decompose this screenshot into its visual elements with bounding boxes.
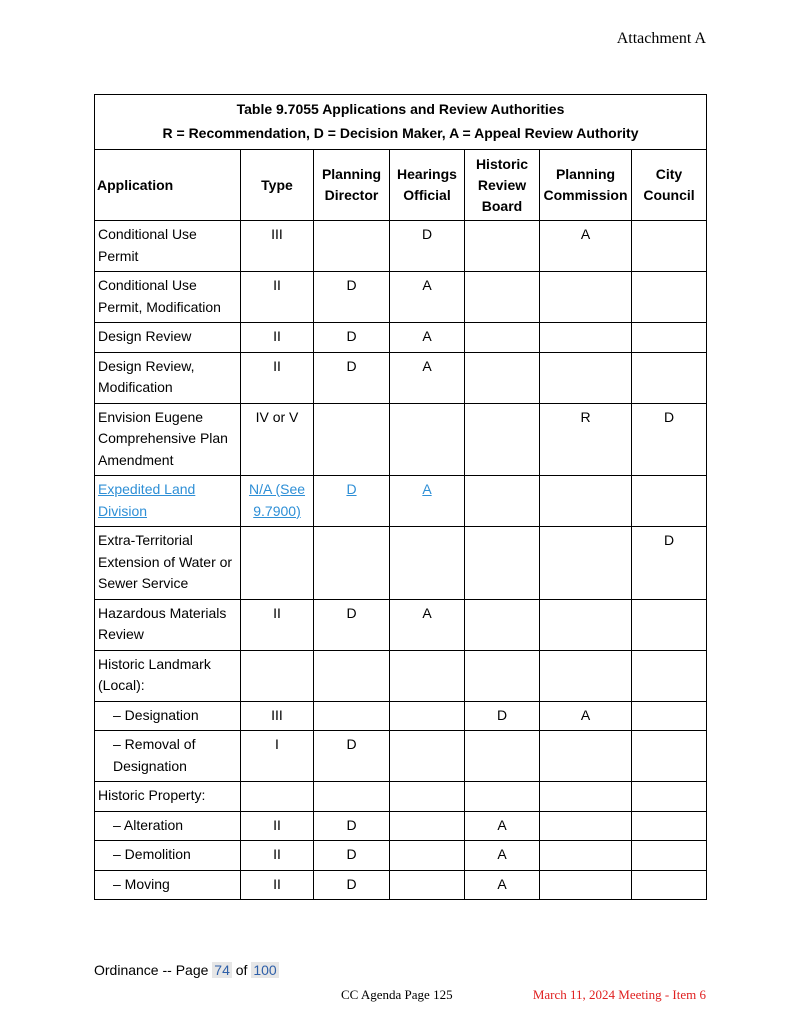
cell-text: Conditional Use Permit: [98, 226, 197, 264]
column-header: Hearings Official: [390, 150, 465, 221]
cell-text: D: [346, 328, 357, 344]
authority-cell: [465, 782, 540, 812]
cell-text: II: [273, 846, 281, 862]
authority-cell: [241, 272, 314, 323]
authority-cell: [241, 782, 314, 812]
cell-text: II: [273, 328, 281, 344]
cell-text: II: [273, 604, 281, 621]
authority-cell: [632, 272, 707, 323]
authority-cell: [390, 701, 465, 731]
cell-text: D: [346, 277, 357, 293]
authority-cell: [241, 476, 314, 527]
authority-cell: [241, 352, 314, 403]
authority-cell: [540, 841, 632, 871]
cell-text: R: [580, 408, 591, 425]
authority-cell: [390, 352, 465, 403]
authority-cell: [632, 870, 707, 900]
cell-text: A: [497, 875, 507, 892]
authority-cell: [632, 403, 707, 476]
authority-cell: [632, 841, 707, 871]
authority-cell: [632, 352, 707, 403]
authority-cell: [241, 731, 314, 782]
table-row: [95, 650, 707, 701]
cell-text: I: [275, 736, 279, 752]
authority-cell: [314, 403, 390, 476]
authority-cell: [632, 323, 707, 353]
cell-link[interactable]: Expedited Land Division: [98, 481, 196, 519]
authority-cell: [540, 272, 632, 323]
application-cell: [95, 731, 241, 782]
authority-cell: [390, 731, 465, 782]
application-cell: [95, 221, 241, 272]
authority-cell: [465, 811, 540, 841]
cell-text: A: [422, 357, 432, 374]
application-cell: [95, 272, 241, 323]
cell-text: – Alteration: [113, 816, 184, 833]
authority-cell: [465, 731, 540, 782]
application-cell: [95, 599, 241, 650]
table-body: [95, 221, 707, 900]
cell-link[interactable]: N/A (See 9.7900): [248, 481, 306, 519]
authority-cell: [465, 701, 540, 731]
authority-cell: [390, 782, 465, 812]
authority-cell: [241, 870, 314, 900]
authority-cell: [540, 352, 632, 403]
application-cell: [95, 476, 241, 527]
application-cell: [95, 527, 241, 600]
cell-text: A: [422, 328, 432, 344]
authority-cell: [241, 323, 314, 353]
authority-cell: [314, 870, 390, 900]
cell-text: D: [421, 226, 433, 242]
column-header: Application: [95, 150, 241, 221]
authority-cell: [465, 323, 540, 353]
cell-text: D: [346, 846, 357, 862]
cell-text: – Demolition: [113, 846, 191, 862]
table-row: [95, 811, 707, 841]
authority-cell: [540, 403, 632, 476]
authority-cell: [540, 650, 632, 701]
authority-cell: [465, 221, 540, 272]
cell-text: Hazardous Materials Review: [98, 604, 227, 642]
authority-cell: [390, 527, 465, 600]
application-cell: [95, 403, 241, 476]
cell-text: III: [271, 706, 283, 723]
authority-cell: [632, 701, 707, 731]
cell-text: II: [273, 875, 281, 892]
cell-text: D: [346, 816, 357, 833]
cell-link[interactable]: A: [422, 481, 432, 497]
cell-text: Historic Landmark (Local):: [98, 655, 211, 693]
authority-cell: [314, 650, 390, 701]
authority-cell: [314, 731, 390, 782]
authority-cell: [632, 782, 707, 812]
application-cell: [95, 701, 241, 731]
cell-text: – Moving: [113, 875, 170, 892]
authority-cell: [390, 272, 465, 323]
column-header: Historic Review Board: [465, 150, 540, 221]
application-cell: [95, 352, 241, 403]
authority-cell: [540, 782, 632, 812]
review-authorities-table: [94, 94, 707, 900]
table-title-row: [95, 95, 707, 150]
authority-cell: [314, 527, 390, 600]
authority-cell: [540, 811, 632, 841]
authority-cell: [540, 870, 632, 900]
authority-cell: [390, 811, 465, 841]
authority-cell: [465, 650, 540, 701]
authority-cell: [241, 811, 314, 841]
authority-cell: [465, 870, 540, 900]
table-title-text: Table 9.7055 Applications and Review Authorities: [236, 101, 565, 117]
authority-cell: [390, 650, 465, 701]
column-header: City Council: [632, 150, 707, 221]
page-number: 74: [214, 962, 230, 978]
cell-text: II: [273, 357, 281, 374]
authority-cell: [465, 272, 540, 323]
cell-text: A: [580, 706, 591, 723]
cell-text: A: [497, 846, 507, 862]
table-row: [95, 272, 707, 323]
meeting-label: March 11, 2024 Meeting - Item 6: [532, 987, 706, 1002]
authority-cell: [390, 841, 465, 871]
authority-cell: [241, 650, 314, 701]
cell-link[interactable]: D: [346, 481, 357, 497]
authority-cell: [632, 650, 707, 701]
table-row: [95, 476, 707, 527]
table-row: [95, 403, 707, 476]
authority-cell: [314, 323, 390, 353]
cell-text: II: [273, 277, 281, 293]
cell-text: IV or V: [255, 408, 299, 425]
table-row: [95, 701, 707, 731]
cell-text: D: [346, 357, 357, 374]
column-header: Planning Commission: [540, 150, 632, 221]
cell-text: A: [422, 604, 432, 621]
cell-text: – Designation: [113, 706, 199, 723]
authority-cell: [632, 731, 707, 782]
authority-cell: [632, 221, 707, 272]
authority-cell: [241, 527, 314, 600]
column-header: Planning Director: [314, 150, 390, 221]
authority-cell: [465, 841, 540, 871]
application-cell: [95, 650, 241, 701]
table-row: [95, 841, 707, 871]
table-title: [95, 95, 707, 150]
agenda-page: CC Agenda Page 125: [341, 987, 453, 1002]
authority-cell: [241, 701, 314, 731]
authority-cell: [241, 599, 314, 650]
page-footer: [94, 962, 279, 978]
authority-cell: [390, 403, 465, 476]
cell-text: D: [663, 408, 675, 425]
authority-cell: [390, 221, 465, 272]
authority-cell: [465, 403, 540, 476]
table-row: [95, 870, 707, 900]
authority-cell: [465, 527, 540, 600]
authority-cell: [314, 782, 390, 812]
cell-text: D: [663, 532, 675, 548]
authority-cell: [632, 527, 707, 600]
cell-text: II: [273, 816, 281, 833]
authority-cell: [465, 599, 540, 650]
authority-cell: [314, 701, 390, 731]
authority-cell: [540, 599, 632, 650]
application-cell: [95, 870, 241, 900]
authority-cell: [241, 221, 314, 272]
application-cell: [95, 811, 241, 841]
authority-cell: [390, 476, 465, 527]
authority-cell: [314, 221, 390, 272]
table-row: [95, 599, 707, 650]
cell-text: D: [346, 604, 357, 621]
authority-cell: [241, 403, 314, 476]
cell-text: D: [496, 706, 508, 723]
authority-cell: [465, 476, 540, 527]
authority-cell: [540, 323, 632, 353]
table-row: [95, 782, 707, 812]
cell-text: D: [346, 875, 357, 892]
authority-cell: [540, 701, 632, 731]
cell-text: A: [422, 277, 432, 293]
table-legend: R = Recommendation, D = Decision Maker, A = Appeal Review Authority: [162, 125, 639, 141]
application-cell: [95, 323, 241, 353]
authority-cell: [390, 870, 465, 900]
cell-text: Conditional Use Permit, Modification: [98, 277, 221, 315]
application-cell: [95, 782, 241, 812]
authority-cell: [314, 352, 390, 403]
authority-cell: [465, 352, 540, 403]
authority-cell: [314, 811, 390, 841]
attachment-label: Attachment A: [616, 30, 706, 47]
authority-cell: [632, 599, 707, 650]
table-row: [95, 527, 707, 600]
footer-of: of: [235, 962, 248, 978]
cell-text: Extra-Territorial Extension of Water or Sewer Service: [98, 532, 233, 591]
cell-text: – Removal of Designation: [113, 736, 196, 774]
authority-cell: [314, 599, 390, 650]
authority-cell: [314, 272, 390, 323]
table-row: [95, 352, 707, 403]
column-header: Type: [241, 150, 314, 221]
cell-text: Design Review, Modification: [98, 357, 195, 395]
authority-cell: [632, 476, 707, 527]
application-cell: [95, 841, 241, 871]
authority-cell: [314, 476, 390, 527]
authority-cell: [314, 841, 390, 871]
cell-text: D: [346, 736, 357, 752]
authority-cell: [540, 221, 632, 272]
table-header-row: [95, 150, 707, 221]
table-row: [95, 221, 707, 272]
authority-cell: [540, 731, 632, 782]
table-row: [95, 323, 707, 353]
cell-text: A: [497, 816, 507, 833]
cell-text: Design Review: [98, 328, 192, 344]
cell-text: A: [580, 226, 591, 242]
authority-cell: [540, 527, 632, 600]
authority-cell: [540, 476, 632, 527]
authority-cell: [632, 811, 707, 841]
table-row: [95, 731, 707, 782]
cell-text: Envision Eugene Comprehensive Plan Amendment: [98, 408, 228, 468]
footer-prefix: Ordinance -- Page: [94, 962, 209, 978]
authority-cell: [241, 841, 314, 871]
cell-text: Historic Property:: [98, 787, 206, 803]
authority-cell: [390, 599, 465, 650]
cell-text: III: [271, 226, 283, 242]
page-total: 100: [253, 962, 277, 978]
authority-cell: [390, 323, 465, 353]
